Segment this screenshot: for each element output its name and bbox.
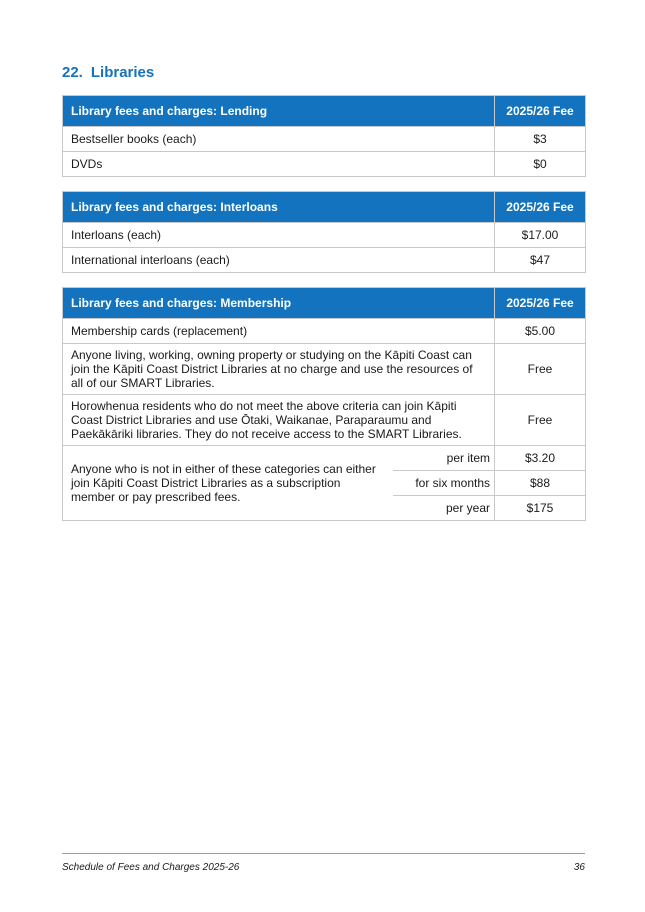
table-header-row bbox=[63, 96, 586, 127]
subscription-period: per year bbox=[393, 496, 495, 521]
fee-description: Anyone living, working, owning property or studying on the Kāpiti Coast can join the Kāpiti Coast District Libraries at no charge and use the resources of all of our SMART Libraries. bbox=[63, 344, 495, 395]
section-number: 22. bbox=[62, 64, 83, 81]
fee-value: $175 bbox=[495, 496, 586, 521]
lending-table-title: Library fees and charges: Lending bbox=[63, 96, 495, 127]
section-heading bbox=[62, 64, 154, 81]
fee-description: Bestseller books (each) bbox=[63, 127, 495, 152]
footer-divider bbox=[62, 853, 585, 854]
interloans-table-title: Library fees and charges: Interloans bbox=[63, 192, 495, 223]
fee-description: Horowhenua residents who do not meet the above criteria can join Kāpiti Coast District Libraries and use Ōtaki, Waikanae, Paraparaumu and Paekākāriki libraries. They do not receive access to the SMART Libraries. bbox=[63, 395, 495, 446]
table-row bbox=[63, 223, 586, 248]
fee-description: Membership cards (replacement) bbox=[63, 319, 495, 344]
lending-fees-table bbox=[62, 95, 586, 177]
table-row bbox=[63, 127, 586, 152]
table-row bbox=[63, 446, 586, 471]
fee-column-header: 2025/26 Fee bbox=[495, 288, 586, 319]
fee-description: DVDs bbox=[63, 152, 495, 177]
fee-value: Free bbox=[495, 395, 586, 446]
fee-value: $88 bbox=[495, 471, 586, 496]
fee-value: Free bbox=[495, 344, 586, 395]
fee-value: $5.00 bbox=[495, 319, 586, 344]
table-header-row bbox=[63, 192, 586, 223]
subscription-period: for six months bbox=[393, 471, 495, 496]
table-row bbox=[63, 344, 586, 395]
fee-column-header: 2025/26 Fee bbox=[495, 192, 586, 223]
membership-table-title: Library fees and charges: Membership bbox=[63, 288, 495, 319]
table-row bbox=[63, 395, 586, 446]
table-header-row bbox=[63, 288, 586, 319]
subscription-period: per item bbox=[393, 446, 495, 471]
fee-value: $47 bbox=[495, 248, 586, 273]
fee-description: Interloans (each) bbox=[63, 223, 495, 248]
fee-value: $3.20 bbox=[495, 446, 586, 471]
fee-description: International interloans (each) bbox=[63, 248, 495, 273]
membership-fees-table bbox=[62, 287, 586, 521]
fee-column-header: 2025/26 Fee bbox=[495, 96, 586, 127]
table-row bbox=[63, 152, 586, 177]
section-title: Libraries bbox=[90, 64, 155, 81]
table-row bbox=[63, 319, 586, 344]
fee-value: $3 bbox=[495, 127, 586, 152]
fee-value: $17.00 bbox=[495, 223, 586, 248]
interloans-fees-table bbox=[62, 191, 586, 273]
footer-page-number: 36 bbox=[573, 862, 585, 873]
subscription-description: Anyone who is not in either of these categories can either join Kāpiti Coast District Libraries as a subscription member or pay prescribed fees. bbox=[63, 446, 393, 521]
footer-document-title: Schedule of Fees and Charges 2025-26 bbox=[62, 862, 240, 873]
fee-value: $0 bbox=[495, 152, 586, 177]
table-row bbox=[63, 248, 586, 273]
